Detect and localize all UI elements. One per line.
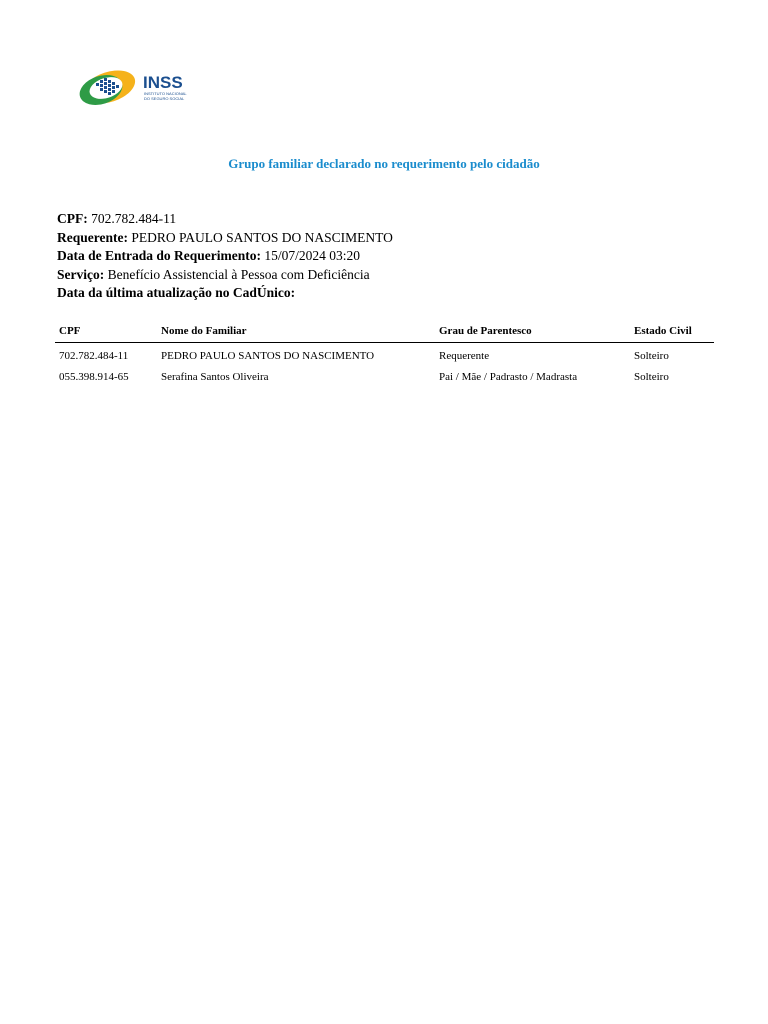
cell-nome: Serafina Santos Oliveira: [161, 370, 269, 383]
cell-cpf: 055.398.914-65: [59, 370, 129, 383]
data-entrada-label: Data de Entrada do Requerimento:: [57, 248, 261, 263]
header-nome: Nome do Familiar: [157, 320, 435, 343]
servico-label: Serviço:: [57, 266, 105, 282]
header-estado-civil: Estado Civil: [630, 320, 714, 343]
table-row: [55, 366, 714, 387]
logo-wordmark: INSS: [143, 73, 183, 92]
document-title: Grupo familiar declarado no requerimento pelo cidadão: [228, 156, 540, 171]
requerente-value: PEDRO PAULO SANTOS DO NASCIMENTO: [131, 229, 393, 245]
servico-value: Benefício Assistencial à Pessoa com Deficiência: [107, 266, 370, 282]
inss-logo: [79, 68, 204, 106]
requerente-label: Requerente:: [57, 229, 128, 245]
cell-grau: Pai / Mãe / Padrasto / Madrasta: [439, 370, 578, 383]
logo-subtitle-1: INSTITUTO NACIONAL: [144, 91, 187, 96]
cell-grau: Requerente: [439, 349, 490, 362]
cell-estado-civil: Solteiro: [634, 349, 669, 362]
cell-cpf: 702.782.484-11: [59, 349, 129, 362]
servico-line: [57, 266, 393, 285]
header-grau: Grau de Parentesco: [435, 320, 630, 343]
data-entrada-line: [57, 247, 393, 266]
cpf-value: 702.782.484-11: [91, 211, 177, 226]
cpf-line: [57, 210, 393, 229]
data-entrada-value: 15/07/2024 03:20: [264, 248, 361, 263]
table-row: [55, 343, 714, 367]
table-header-row: [55, 320, 714, 343]
cadunico-label: Data da última atualização no CadÚnico:: [57, 285, 296, 300]
cell-nome: PEDRO PAULO SANTOS DO NASCIMENTO: [161, 349, 375, 362]
request-info: [57, 210, 393, 303]
cpf-label: CPF:: [57, 211, 88, 226]
requerente-line: [57, 229, 393, 248]
family-table: [55, 320, 714, 387]
cell-estado-civil: Solteiro: [634, 370, 669, 383]
logo-subtitle-2: DO SEGURO SOCIAL: [144, 96, 185, 101]
cadunico-line: [57, 284, 393, 303]
inss-logo-icon: [79, 68, 204, 106]
header-cpf: CPF: [55, 320, 157, 343]
